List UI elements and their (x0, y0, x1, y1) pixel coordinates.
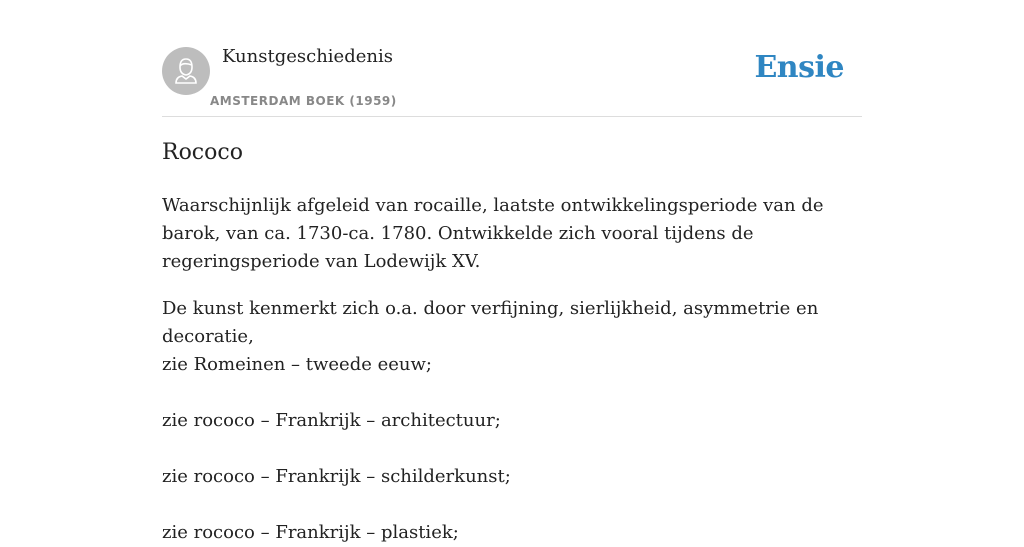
paragraph: Waarschijnlijk afgeleid van rocaille, laatste ontwikkelingsperiode van de barok, van ca. 1730-ca. 1780. Ontwikkelde zich vooral tijdens de regeringsperiode van Lodewijk XV. (162, 195, 824, 272)
avatar[interactable] (162, 47, 210, 95)
reference-item[interactable]: zie rococo – Frankrijk – schilderkunst; (162, 466, 511, 487)
article-body (162, 192, 862, 547)
book-title[interactable]: Kunstgeschiedenis (222, 46, 393, 67)
reference-item[interactable]: zie Romeinen – tweede eeuw; (162, 354, 432, 375)
reference-list (162, 295, 862, 547)
paragraph: De kunst kenmerkt zich o.a. door verfijning, sierlijkheid, asymmetrie en decoratie, (162, 298, 819, 347)
reference-item[interactable]: zie rococo – Frankrijk – plastiek; (162, 522, 459, 543)
user-icon (162, 47, 210, 95)
ensie-logo[interactable]: Ensie (754, 50, 844, 85)
header (162, 36, 862, 117)
book-source[interactable]: AMSTERDAM BOEK (1959) (210, 94, 397, 108)
reference-item[interactable]: zie rococo – Frankrijk – architectuur; (162, 410, 501, 431)
article-title: Rococo (162, 140, 243, 165)
